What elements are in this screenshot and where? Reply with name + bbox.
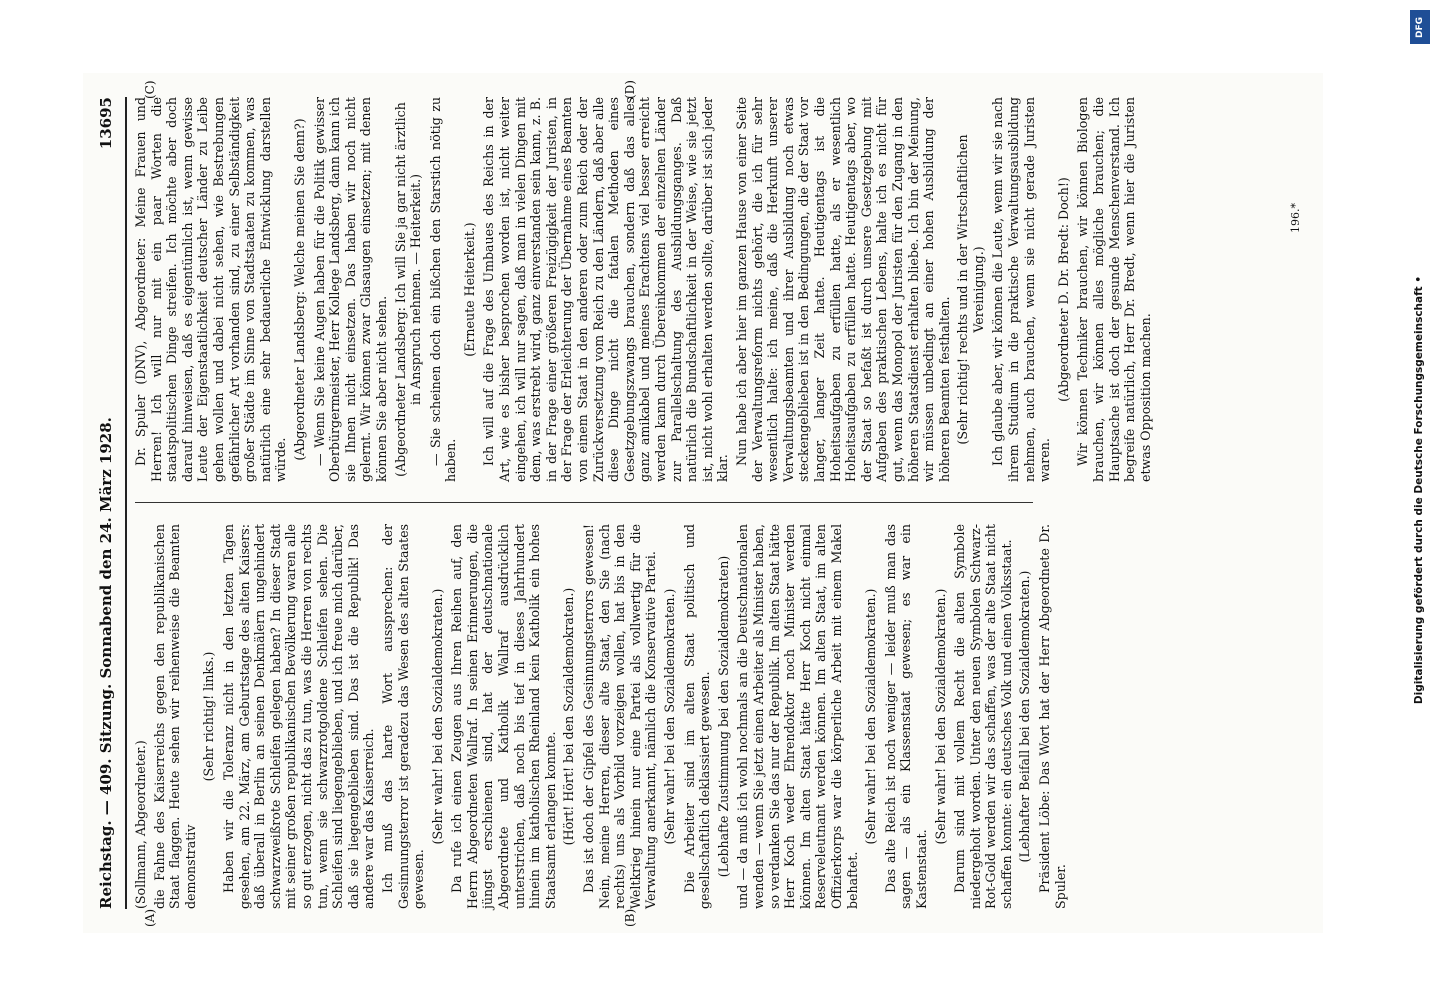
paragraph: Das alte Reich ist noch weniger — leider muß man das sagen — als ein Klassenstaat gewesen; es war ein Kastenstaat. bbox=[882, 524, 929, 909]
paragraph: — Sie scheinen doch ein bißchen den Starstich nötig zu haben. bbox=[427, 97, 459, 482]
page-signature: 196.* bbox=[1289, 203, 1302, 233]
paragraph: Ich glaube aber, wir können die Leute, wenn wir sie nach ihrem Studium in die praktische Verwaltungsausbildung nehmen, auch brauchen, wenn sie nicht gerade Juristen waren. bbox=[990, 97, 1053, 482]
interjection: (Sehr wahr! bei den Sozialdemokraten.) bbox=[932, 588, 948, 845]
document-page bbox=[83, 73, 1323, 933]
interjection: (Lebhafter Beifall bei den Sozialdemokraten.) bbox=[1017, 570, 1033, 863]
paragraph: Präsident Löbe: Das Wort hat der Herr Abgeordnete Dr. Spuler. bbox=[1037, 524, 1068, 909]
left-column bbox=[133, 524, 1071, 909]
paragraph: Ich muß das harte Wort aussprechen: der Gesinnungsterror ist geradezu das Wesen des alten Staates gewesen. bbox=[379, 524, 427, 909]
page-title: Reichstag. — 409. Sitzung. Sonnabend den 24. März 1928. bbox=[97, 417, 115, 909]
paragraph: die Fahne des Kaiserreichs gegen den republikanischen Staat flaggen. Heute sehen wir reihenweise die Beamten demonstrativ bbox=[151, 524, 198, 909]
paragraph: Ich will auf die Frage des Umbaues des Reichs in der Art, wie es bisher besprochen worden ist, nicht weiter eingehen, ich will nur sagen, daß man in vielen Dingen mit dem, was erstrebt wird, ganz einverstanden sein kann, z. B. in der Frage einer größeren Freizügigkeit der Juristen, in der Frage der Erleichterung der Übernahme eines Beamten von einem Staat in den anderen oder zum Reich oder der Zurückversetzung vom Reich zu den Ländern, daß aber alle diese Dinge nicht die fatalen Methoden eines Gesetzgebungszwangs brauchen, sondern daß das alles ganz amikabel und meines Erachtens viel besser erreicht werden kann durch Übereinkommen der einzelnen Länder zur Parallelschaltung des Ausbildungsganges. Daß natürlich die Bundschaftlichkeit in der Weise, wie sie jetzt ist, nicht wohl erhalten werden sollte, darüber ist sich jeder klar. bbox=[481, 97, 731, 482]
right-column bbox=[133, 97, 1156, 482]
page-number: 13695 bbox=[97, 97, 115, 150]
paragraph: Die Arbeiter sind im alten Staat politisch und gesellschaftlich deklassiert gewesen. bbox=[681, 524, 713, 909]
paragraph: Nun habe ich aber hier im ganzen Hause von einer Seite der Verwaltungsreform nichts gehört, die ich für sehr wesentlich halte: ich meine, daß die Herkunft unserer Verwaltungsbeamten und ihrer Ausbildung noch etwas steckengeblieben ist in den Bedingungen, die der Staat vor langer, langer Zeit hatte. Heutigentags ist die Hoheitsaufgaben zu erfüllen hatte, als er wesentlich Hoheitsaufgaben zu erfüllen hatte. Heutigentags aber, wo der Staat so befaßt ist durch unsere Gesetzgebung mit Aufgaben des praktischen Lebens, halte ich es nicht für gut, wenn das Monopol der Juristen für den Zugang in den höheren Staatsdienst erhalten bliebe. Ich bin der Meinung, wir müssen unbedingt an einer hohen Ausbildung der höheren Beamten festhalten. bbox=[733, 97, 952, 482]
rotated-content bbox=[83, 73, 1323, 933]
interjection: (Sehr wahr! bei den Sozialdemokraten.) bbox=[429, 588, 445, 845]
interjection: (Hört! Hört! bei den Sozialdemokraten.) bbox=[561, 587, 577, 846]
digitization-sidebar bbox=[1407, 10, 1433, 990]
marker-b: (B) bbox=[623, 908, 637, 927]
paragraph: Haben wir die Toleranz nicht in den letzten Tagen gesehen, am 22. März, am Geburtstage des alten Kaisers: daß überall in Berlin an seinen Denkmälern ungehindert schwarzweißrote Schleifen gelegen haben? In dieser Stadt mit seiner großen republikanischen Bevölkerung waren alle so gut erzogen, nicht das zu tun, was die Herren von rechts tun, wenn sie schwarzrotgoldene Schleifen sehen. Die Schleifen sind liegengeblieben, und ich freue mich darüber, daß sie liegengeblieben sind. Das ist die Republik! Das andere war das Kaiserreich. bbox=[220, 524, 377, 909]
interjection: (Abgeordneter Landsberg: Ich will Sie ja gar nicht ärztlich in Anspruch nehmen. — Heiterkeit.) bbox=[392, 102, 424, 477]
interjection: (Lebhafte Zustimmung bei den Sozialdemokraten) bbox=[715, 555, 731, 878]
paragraph: — Wenn Sie keine Augen haben für die Politik gewisser Oberbürgermeister, Herr Kollege Landsberg, dann kann ich sie Ihnen nicht einsetzen. Das haben wir noch nicht gelernt. Wir können zwar Glasaugen einsetzen; mit denen können Sie aber nicht sehen. bbox=[311, 97, 389, 482]
paragraph: Wir können Techniker brauchen, wir können Biologen brauchen, wir können alles mögliche brauchen; die Hauptsache ist doch der gesunde Menschenverstand. Ich begreife natürlich, Herr Dr. Bredt, wenn hier die Juristen etwas Opposition machen. bbox=[1075, 97, 1153, 482]
paragraph: und — da muß ich wohl nochmals an die Deutschnationalen wenden — wenn Sie jetzt einen Arbeiter als Minister haben, so verdanken Sie das nur der Republik. Im alten Staat hätte Herr Koch weder Ehrendoktor noch Minister werden können. Im alten Staat hätte Herr Koch nicht einmal Reserveleutnant werden können. Im alten Staat, im alten Offizierkorps war die körperliche Arbeit mit einem Makel behaftet. bbox=[735, 524, 860, 909]
interjection: (Abgeordneter D. Dr. Bredt: Doch!) bbox=[1055, 177, 1071, 402]
marker-d: (D) bbox=[623, 80, 637, 99]
header-rule bbox=[125, 97, 127, 909]
interjection: (Erneute Heiterkeit.) bbox=[461, 222, 477, 357]
interjection: (Sehr richtig! rechts und in der Wirtschaftlichen Vereinigung.) bbox=[955, 134, 986, 445]
paragraph: Dr. Spuler (DNV), Abgeordneter: Meine Frauen und Herren! Ich will nur mit ein paar Worten die staatspolitischen Dinge streifen. Ich möchte aber doch darauf hinweisen, daß es eigentümlich ist, wenn gewisse Leute der Eigenstaatlichkeit deutscher Länder zu Leibe gehen wollen und dabei nicht sehen, wie Bestrebungen gefährlicher Art vorhanden sind, zu einer Selbständigkeit großer Städte im Sinne von Stadtstaaten zu kommen, was natürlich eine sehr bedauerliche Entwicklung darstellen würde. bbox=[133, 97, 289, 482]
paragraph: (Sollmann, Abgeordneter.) bbox=[133, 740, 148, 909]
dfg-logo: DFG bbox=[1410, 10, 1430, 44]
interjection: (Sehr wahr! bei den Sozialdemokraten.) bbox=[863, 588, 879, 845]
paragraph: Darum sind mit vollem Recht die alten Symbole niedergeholt worden. Unter den neuen Symbolen Schwarz-Rot-Gold werden wir das schaffen, was der alte Staat nicht schaffen konnte: ein deutsches Volk und einen Volksstaat. bbox=[952, 524, 1014, 909]
paragraph: Da rufe ich einen Zeugen aus Ihren Reihen auf, den Herrn Abgeordneten Wallraf. In seinen Erinnerungen, die jüngst erschienen sind, hat der deutschnationale Abgeordnete und Katholik Wallraf ausdrücklich unterstrichen, daß noch bis tief in dieses Jahrhundert hinein im katholischen Rheinland kein Katholik ein hohes Staatsamt erlangen konnte. bbox=[449, 524, 558, 909]
page-header bbox=[99, 97, 121, 909]
column-divider bbox=[135, 502, 1033, 503]
digitization-credit: Digitalisierung gefördert durch die Deutsche Forschungsgemeinschaft • bbox=[1413, 275, 1425, 705]
paragraph: Das ist doch der Gipfel des Gesinnungsterrors gewesen! Nein, meine Herren, dieser alte Staat, den Sie (nach rechts) uns als Vorbild vorzeigen wollen, hat bis in den Weltkrieg hinein nur eine Partei als vollwertig für die Verwaltung anerkannt, nämlich die Konservative Partei. bbox=[581, 524, 659, 909]
interjection: (Sehr wahr! bei den Sozialdemokraten.) bbox=[662, 588, 677, 845]
interjection: (Sehr richtig! links.) bbox=[201, 651, 217, 782]
interjection: (Abgeordneter Landsberg: Welche meinen Sie denn?) bbox=[291, 118, 307, 461]
marker-c: (C) bbox=[143, 80, 157, 99]
marker-a: (A) bbox=[143, 908, 157, 927]
